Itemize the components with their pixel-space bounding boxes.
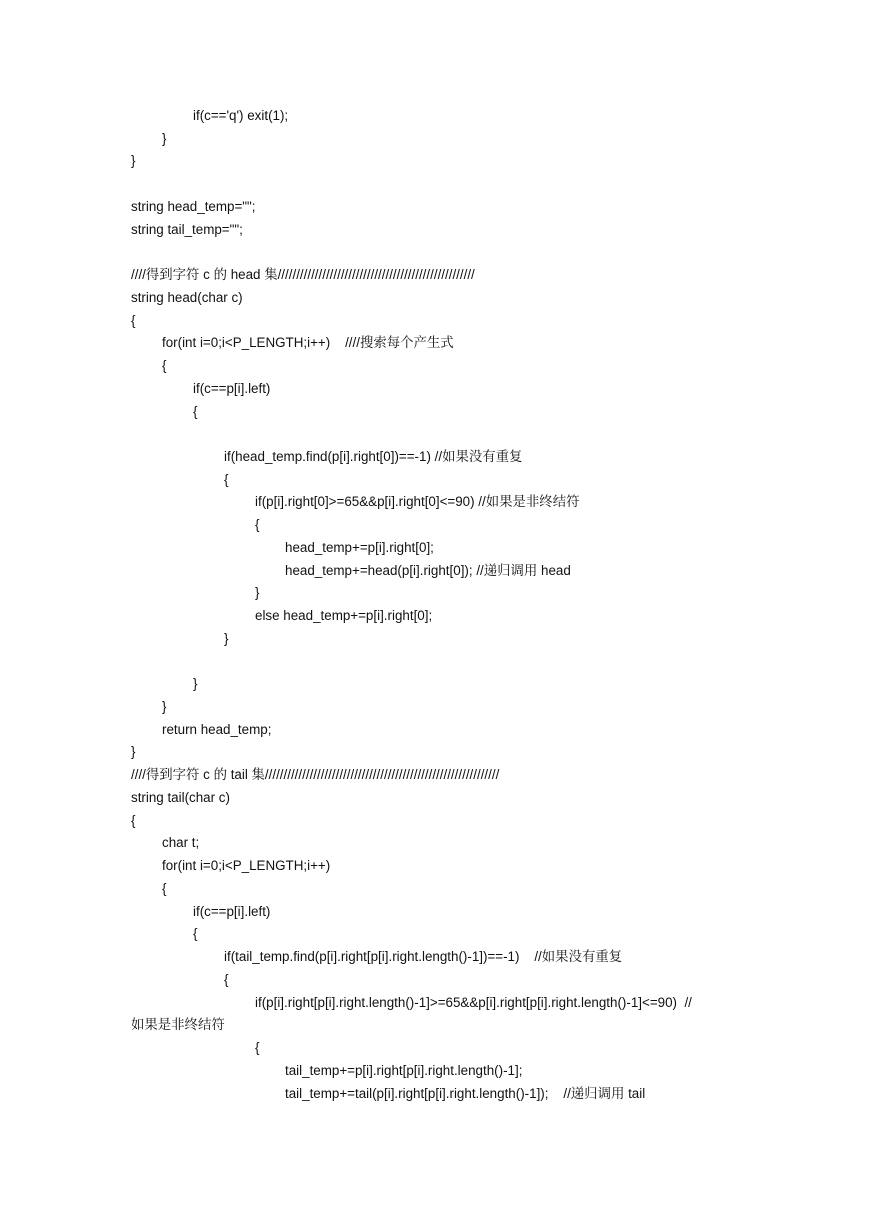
- code-line: {: [193, 926, 198, 941]
- code-line: string head_temp="";: [131, 199, 256, 214]
- code-line: {: [131, 313, 136, 328]
- function-signature: string head(char c): [131, 290, 243, 305]
- code-line: 如果是非终结符: [131, 1017, 225, 1032]
- code-line: }: [193, 676, 198, 691]
- comment-line: ////得到字符 c 的 tail 集///////////////////////////////////////////////////////////////: [131, 767, 500, 782]
- code-line: head_temp+=p[i].right[0];: [285, 540, 434, 555]
- code-line: if(p[i].right[p[i].right.length()-1]>=65&&p[i].right[p[i].right.length()-1]<=90) //: [255, 995, 692, 1010]
- function-signature: string tail(char c): [131, 790, 230, 805]
- code-line: }: [162, 699, 167, 714]
- code-line: head_temp+=head(p[i].right[0]); //递归调用 head: [285, 563, 571, 578]
- code-line: }: [224, 631, 229, 646]
- code-line: if(tail_temp.find(p[i].right[p[i].right.length()-1])==-1) //如果没有重复: [224, 949, 623, 964]
- code-line: return head_temp;: [162, 722, 272, 737]
- code-line: if(c=='q') exit(1);: [193, 108, 289, 123]
- code-line: if(c==p[i].left): [193, 381, 271, 396]
- comment-line: ////得到字符 c 的 head 集/////////////////////////////////////////////////////: [131, 267, 475, 282]
- code-line: }: [131, 153, 136, 168]
- code-line: for(int i=0;i<P_LENGTH;i++): [162, 858, 331, 873]
- code-line: {: [255, 1040, 260, 1055]
- code-line: }: [162, 131, 167, 146]
- code-line: {: [162, 358, 167, 373]
- code-line: for(int i=0;i<P_LENGTH;i++) ////搜索每个产生式: [162, 335, 454, 350]
- code-line: {: [131, 813, 136, 828]
- code-line: }: [255, 585, 260, 600]
- code-line: if(p[i].right[0]>=65&&p[i].right[0]<=90) //如果是非终结符: [255, 494, 580, 509]
- code-line: if(c==p[i].left): [193, 904, 271, 919]
- code-line: {: [193, 404, 198, 419]
- code-line: string tail_temp="";: [131, 222, 243, 237]
- code-line: tail_temp+=p[i].right[p[i].right.length()-1];: [285, 1063, 523, 1078]
- code-line: else head_temp+=p[i].right[0];: [255, 608, 433, 623]
- code-line: char t;: [162, 835, 200, 850]
- code-line: if(head_temp.find(p[i].right[0])==-1) //如果没有重复: [224, 449, 523, 464]
- code-line: {: [224, 972, 229, 987]
- code-line: {: [255, 517, 260, 532]
- code-line: tail_temp+=tail(p[i].right[p[i].right.length()-1]); //递归调用 tail: [285, 1086, 646, 1101]
- code-line: {: [162, 881, 167, 896]
- code-line: }: [131, 744, 136, 759]
- code-line: {: [224, 472, 229, 487]
